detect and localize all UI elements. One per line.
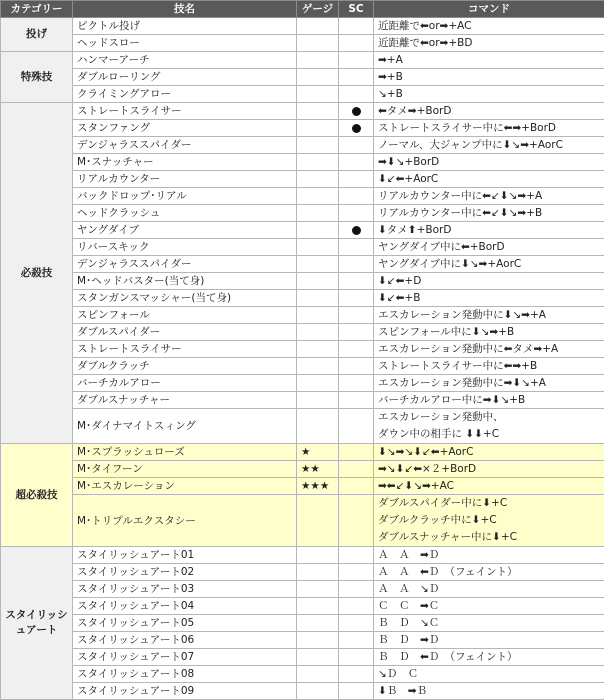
gauge-cell [297,103,339,120]
sc-cell [339,564,374,581]
command-line: ストレートスライサー中に⬅➡+B [378,358,604,374]
table-row [1,222,604,239]
command-cell [374,52,604,69]
gauge-cell [297,375,339,392]
header-move-name: 技名 [73,1,297,18]
sc-cell [339,478,374,495]
gauge-cell [297,188,339,205]
table-row [1,256,604,273]
sc-cell [339,547,374,564]
command-line: リアルカウンター中に⬅↙⬇↘➡+B [378,205,604,221]
table-row [1,598,604,615]
super-cancel-dot-icon [352,226,361,235]
command-line: Ａ Ａ ⬅Ｄ （フェイント） [378,564,604,580]
move-name-cell: スタンガンスマッシャー(当て身) [73,290,297,307]
move-name-cell: ダブルローリング [73,69,297,86]
move-name-cell: スタイリッシュアート05 [73,615,297,632]
sc-cell [339,615,374,632]
move-name-cell: M･エスカレーション [73,478,297,495]
sc-cell [339,307,374,324]
command-line: ダブルクラッチ中に⬇+C [378,512,604,529]
command-line: エスカレーション発動中、 [378,409,604,426]
command-cell [374,375,604,392]
gauge-cell [297,86,339,103]
gauge-cell [297,171,339,188]
move-name-cell: リバースキック [73,239,297,256]
command-line: Ａ Ａ ➡Ｄ [378,547,604,563]
move-name-cell: ダブルスナッチャー [73,392,297,409]
table-row [1,103,604,120]
command-line: ⬇↙⬅+D [378,273,604,289]
command-cell [374,307,604,324]
table-row [1,35,604,52]
move-name-cell: スピンフォール [73,307,297,324]
command-line: Ｂ Ｄ ➡Ｄ [378,632,604,648]
category-cell: 特殊技 [1,52,73,103]
command-cell [374,358,604,375]
command-cell [374,35,604,52]
super-cancel-dot-icon [352,124,361,133]
move-name-cell: ヤングダイブ [73,222,297,239]
command-cell [374,392,604,409]
move-name-cell: M･スナッチャー [73,154,297,171]
command-line: ダブルスナッチャー中に⬇+C [378,529,604,546]
command-cell [374,188,604,205]
move-name-cell: M･タイフーン [73,461,297,478]
command-line: ダブルスパイダー中に⬇+C [378,495,604,512]
sc-cell [339,86,374,103]
move-name-cell: スタンファング [73,120,297,137]
gauge-cell [297,18,339,35]
sc-cell [339,581,374,598]
move-name-cell: ハンマーアーチ [73,52,297,69]
command-cell [374,341,604,358]
table-row [1,120,604,137]
gauge-cell [297,358,339,375]
gauge-cell [297,495,339,547]
move-name-cell: M･トリプルエクスタシー [73,495,297,547]
gauge-cell [297,615,339,632]
command-line: ➡↘⬇↙⬅×２+BorD [378,461,604,477]
table-row [1,392,604,409]
sc-cell [339,444,374,461]
table-row [1,649,604,666]
move-name-cell: スタイリッシュアート07 [73,649,297,666]
gauge-cell [297,564,339,581]
gauge-cell [297,273,339,290]
move-name-cell: M･ダイナマイトスィング [73,409,297,444]
table-row [1,564,604,581]
command-cell [374,444,604,461]
table-body [1,18,604,700]
gauge-cell [297,581,339,598]
command-line: ↘Ｄ Ｃ [378,666,604,682]
table-row [1,341,604,358]
command-cell [374,273,604,290]
command-line: 近距離で⬅or➡+BD [378,35,604,51]
gauge-cell [297,307,339,324]
gauge-cell [297,35,339,52]
category-cell: 超必殺技 [1,444,73,547]
gauge-cell [297,666,339,683]
table-row [1,478,604,495]
move-name-cell: ヘッドクラッシュ [73,205,297,222]
command-cell [374,581,604,598]
command-cell [374,171,604,188]
table-row [1,69,604,86]
category-cell: 必殺技 [1,103,73,444]
gauge-cell [297,547,339,564]
header-row [1,1,604,18]
table-row [1,409,604,444]
header-category: カテゴリー [1,1,73,18]
command-line: ➡+A [378,52,604,68]
table-row [1,137,604,154]
gauge-cell [297,256,339,273]
command-line: Ｃ Ｃ ➡Ｃ [378,598,604,614]
sc-cell [339,188,374,205]
move-name-cell: バーチカルアロー [73,375,297,392]
move-name-cell: スタイリッシュアート01 [73,547,297,564]
gauge-cell: ★★ [297,461,339,478]
gauge-cell [297,290,339,307]
command-cell [374,18,604,35]
command-line: 近距離で⬅or➡+AC [378,18,604,34]
command-line: ⬇↘➡↘⬇↙⬅+AorC [378,444,604,460]
move-name-cell: ストレートスライサー [73,103,297,120]
table-row [1,547,604,564]
command-cell [374,103,604,120]
command-cell [374,598,604,615]
command-line: ノーマル、大ジャンプ中に⬇↘➡+AorC [378,137,604,153]
table-row [1,86,604,103]
sc-cell [339,273,374,290]
gauge-cell [297,341,339,358]
move-name-cell: スタイリッシュアート03 [73,581,297,598]
command-cell [374,290,604,307]
sc-cell [339,222,374,239]
sc-cell [339,256,374,273]
gauge-cell [297,69,339,86]
command-line: Ｂ Ｄ ↘Ｃ [378,615,604,631]
table-row [1,324,604,341]
move-name-cell: ヘッドスロー [73,35,297,52]
command-line: Ａ Ａ ↘Ｄ [378,581,604,597]
move-name-cell: スタイリッシュアート09 [73,683,297,700]
command-line: ➡⬅↙⬇↘➡+AC [378,478,604,494]
command-cell [374,615,604,632]
command-line: ⬅タメ➡+BorD [378,103,604,119]
command-line: ヤングダイブ中に⬅+BorD [378,239,604,255]
command-line: ⬇↙⬅+B [378,290,604,306]
gauge-cell: ★ [297,444,339,461]
sc-cell [339,461,374,478]
gauge-cell: ★★★ [297,478,339,495]
command-cell [374,137,604,154]
command-line: リアルカウンター中に⬅↙⬇↘➡+A [378,188,604,204]
move-name-cell: デンジャラススパイダー [73,256,297,273]
command-line: ⬇タメ⬆+BorD [378,222,604,238]
gauge-cell [297,392,339,409]
command-line: ➡⬇↘+BorD [378,154,604,170]
command-cell [374,86,604,103]
sc-cell [339,52,374,69]
gauge-cell [297,137,339,154]
command-cell [374,222,604,239]
command-line: ⬇Ｂ ➡Ｂ [378,683,604,699]
gauge-cell [297,598,339,615]
gauge-cell [297,409,339,444]
sc-cell [339,341,374,358]
command-cell [374,666,604,683]
sc-cell [339,392,374,409]
sc-cell [339,409,374,444]
sc-cell [339,205,374,222]
move-name-cell: スタイリッシュアート02 [73,564,297,581]
command-cell [374,154,604,171]
table-row [1,205,604,222]
category-cell: 投げ [1,18,73,52]
gauge-cell [297,239,339,256]
command-line: ↘+B [378,86,604,102]
gauge-cell [297,222,339,239]
table-row [1,239,604,256]
move-name-cell: デンジャラススパイダー [73,137,297,154]
gauge-cell [297,205,339,222]
sc-cell [339,495,374,547]
sc-cell [339,120,374,137]
gauge-cell [297,154,339,171]
move-name-cell: スタイリッシュアート06 [73,632,297,649]
gauge-cell [297,52,339,69]
command-line: エスカレーション発動中に⬇↘➡+A [378,307,604,323]
move-name-cell: M･スプラッシュローズ [73,444,297,461]
sc-cell [339,18,374,35]
command-line: ストレートスライサー中に⬅➡+BorD [378,120,604,136]
category-cell: スタイリッシュアート [1,547,73,700]
command-line: ダウン中の相手に ⬇⬇+C [378,426,604,443]
command-cell [374,461,604,478]
command-cell [374,547,604,564]
gauge-cell [297,324,339,341]
table-row [1,375,604,392]
sc-cell [339,35,374,52]
sc-cell [339,239,374,256]
sc-cell [339,171,374,188]
command-line: ヤングダイブ中に⬇↘➡+AorC [378,256,604,272]
sc-cell [339,666,374,683]
sc-cell [339,69,374,86]
table-row [1,154,604,171]
command-cell [374,409,604,444]
header-sc: SC [339,1,374,18]
command-cell [374,205,604,222]
table-row [1,188,604,205]
sc-cell [339,358,374,375]
command-line: エスカレーション発動中に⬅タメ➡+A [378,341,604,357]
super-cancel-dot-icon [352,107,361,116]
table-row [1,444,604,461]
command-cell [374,478,604,495]
move-name-cell: スタイリッシュアート08 [73,666,297,683]
table-row [1,581,604,598]
move-name-cell: スタイリッシュアート04 [73,598,297,615]
table-row [1,615,604,632]
move-name-cell: ピクトル投げ [73,18,297,35]
move-name-cell: クライミングアロー [73,86,297,103]
table-row [1,632,604,649]
move-name-cell: M･ヘッドバスター(当て身) [73,273,297,290]
sc-cell [339,375,374,392]
gauge-cell [297,649,339,666]
sc-cell [339,154,374,171]
command-cell [374,649,604,666]
sc-cell [339,598,374,615]
table-row [1,52,604,69]
gauge-cell [297,120,339,137]
move-name-cell: リアルカウンター [73,171,297,188]
table-row [1,18,604,35]
sc-cell [339,649,374,666]
command-line: スピンフォール中に⬇↘➡+B [378,324,604,340]
command-line: ⬇↙⬅+AorC [378,171,604,187]
move-name-cell: ダブルクラッチ [73,358,297,375]
sc-cell [339,137,374,154]
command-cell [374,256,604,273]
table-row [1,358,604,375]
gauge-cell [297,632,339,649]
command-cell [374,564,604,581]
command-line: バーチカルアロー中に➡⬇↘+B [378,392,604,408]
command-cell [374,69,604,86]
sc-cell [339,632,374,649]
sc-cell [339,324,374,341]
sc-cell [339,103,374,120]
table-row [1,273,604,290]
move-name-cell: ストレートスライサー [73,341,297,358]
table-row [1,307,604,324]
table-row [1,666,604,683]
command-line: エスカレーション発動中に➡⬇↘+A [378,375,604,391]
command-cell [374,120,604,137]
command-line: Ｂ Ｄ ⬅Ｄ （フェイント） [378,649,604,665]
header-command: コマンド [374,1,604,18]
command-line: ➡+B [378,69,604,85]
command-cell [374,324,604,341]
command-cell [374,632,604,649]
header-gauge: ゲージ [297,1,339,18]
move-name-cell: バックドロップ･リアル [73,188,297,205]
command-cell [374,239,604,256]
table-row [1,461,604,478]
table-row [1,495,604,547]
command-cell [374,495,604,547]
table-row [1,171,604,188]
sc-cell [339,290,374,307]
table-row [1,290,604,307]
move-name-cell: ダブルスパイダー [73,324,297,341]
